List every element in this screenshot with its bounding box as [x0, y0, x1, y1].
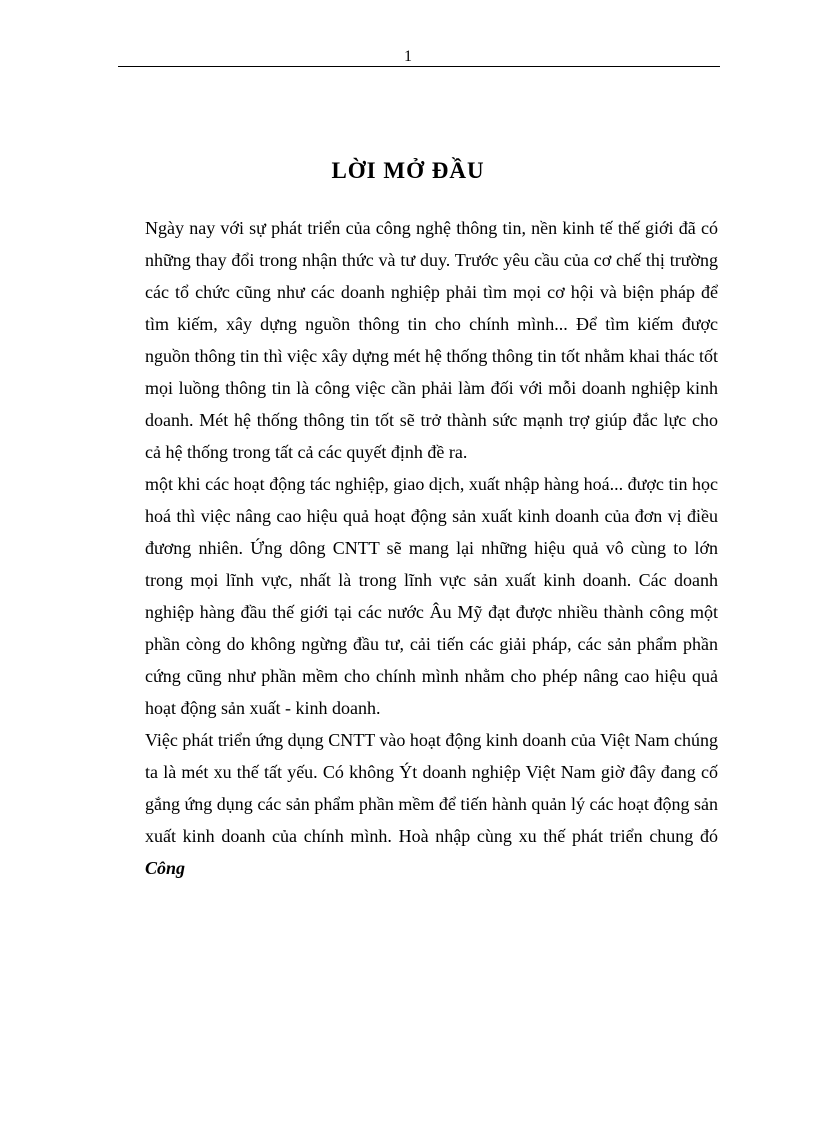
- page-title: LỜI MỞ ĐẦU: [331, 158, 485, 183]
- paragraph-3-text: Việc phát triển ứng dụng CNTT vào hoạt động kinh doanh của Việt Nam chúng ta là mét xu thế tất yếu. Có không Ýt doanh nghiệp Việt Nam giờ đây đang cố gắng ứng dụng các sản phẩm phần mềm để tiến hành quản lý các hoạt động sản xuất kinh doanh của chính mình. Hoà nhập cùng xu thế phát triển chung đó: [145, 730, 718, 846]
- header-rule: [118, 66, 720, 67]
- paragraph-3-emphasis: Công: [145, 858, 186, 878]
- paragraph-1: Ngày nay với sự phát triển của công nghệ thông tin, nền kinh tế thế giới đã có những thay đổi trong nhận thức và tư duy. Trước yêu cầu của cơ chế thị trường các tổ chức cũng như các doanh nghiệp phải tìm mọi cơ hội và biện pháp để tìm kiếm, xây dựng nguồn thông tin cho chính mình... Để tìm kiếm được nguồn thông tin thì việc xây dựng mét hệ thống thông tin tốt nhằm khai thác tốt mọi luồng thông tin là công việc cần phải làm đối với mỗi doanh nghiệp kinh doanh. Mét hệ thống thông tin tốt sẽ trở thành sức mạnh trợ giúp đắc lực cho cả hệ thống trong tất cả các quyết định đề ra.: [145, 218, 718, 462]
- page-number: 1: [404, 48, 412, 65]
- paragraph-2: một khi các hoạt động tác nghiệp, giao dịch, xuất nhập hàng hoá... được tin học hoá thì việc nâng cao hiệu quả hoạt động sản xuất kinh doanh của đơn vị điều đương nhiên. Ứng dông CNTT sẽ mang lại những hiệu quả vô cùng to lớn trong mọi lĩnh vực, nhất là trong lĩnh vực sản xuất kinh doanh. Các doanh nghiệp hàng đầu thế giới tại các nước Âu Mỹ đạt được nhiều thành công một phần còng do không ngừng đầu tư, cải tiến các giải pháp, các sản phẩm phần cứng cũng như phần mềm cho chính mình nhằm cho phép nâng cao hiệu quả hoạt động sản xuất - kinh doanh.: [145, 474, 718, 718]
- body-text: [145, 212, 718, 884]
- paragraph-3: [145, 724, 718, 884]
